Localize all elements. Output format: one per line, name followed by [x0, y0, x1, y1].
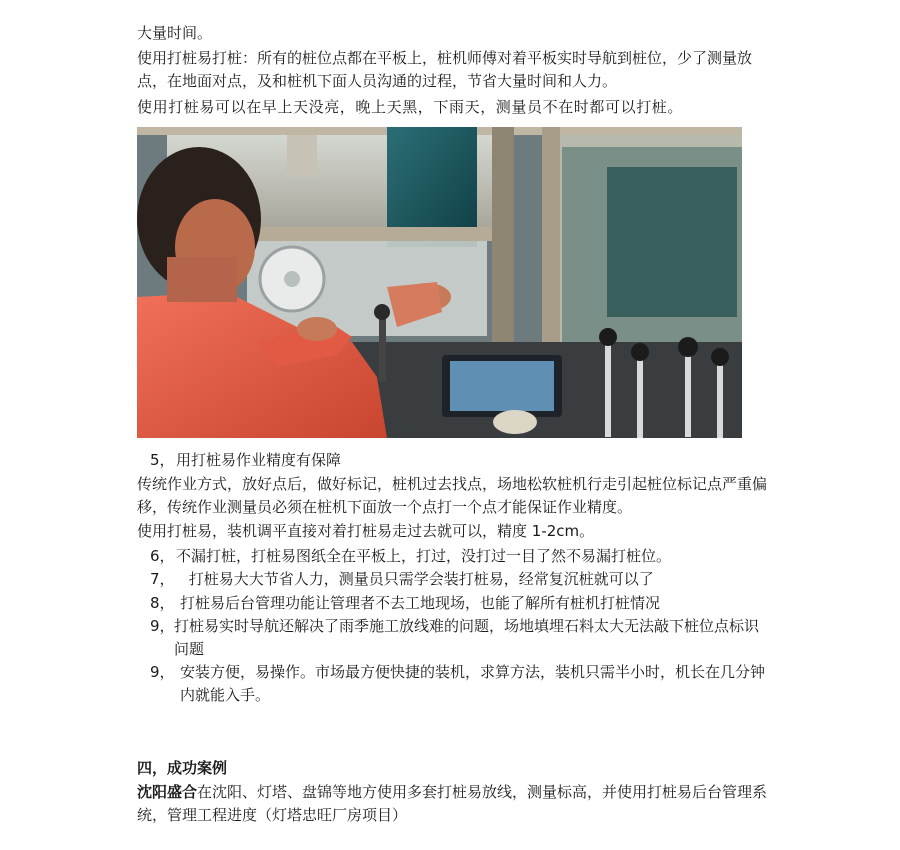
- list-item: [150, 615, 780, 661]
- list-item: [150, 592, 780, 615]
- case-text: 在沈阳、灯塔、盘锦等地方使用多套打桩易放线，测量标高，并使用打桩易后台管理系统，管理工程进度（灯塔忠旺厂房项目）: [137, 783, 768, 824]
- list-item-number: 9，: [150, 617, 175, 635]
- list-item: [150, 568, 780, 591]
- operator-cab-photo: [137, 127, 742, 438]
- section-5-number: 5，: [150, 451, 175, 469]
- paragraph-traditional-method: 传统作业方式，放好点后，做好标记，桩机过去找点，场地松软桩机行走引起桩位标记点严重偏移，传统作业测量员必须在桩机下面放一个点打一个点才能保证作业精度。: [137, 475, 768, 516]
- list-item-number: 7，: [150, 570, 175, 588]
- list-item-text: 打桩易大大节省人力，测量员只需学会装打桩易，经常复沉桩就可以了: [184, 570, 654, 588]
- list-item-text: 安装方便，易操作。市场最方便快捷的装机，求算方法，装机只需半小时，机长在几分钟内就能入手。: [180, 663, 766, 704]
- list-item-number: 8，: [150, 594, 175, 612]
- list-item-number: 9，: [150, 663, 175, 681]
- case-name: 沈阳盛合: [137, 783, 198, 801]
- list-item-number: 6，: [150, 547, 175, 565]
- list-item: [150, 545, 780, 568]
- photo-illustration: [137, 127, 742, 438]
- list-item-text: 打桩易实时导航还解决了雨季施工放线难的问题，场地填埋石料太大无法敲下桩位点标识问题: [174, 617, 760, 658]
- section-5-title: 用打桩易作业精度有保障: [176, 451, 342, 469]
- paragraph-usage-benefit: 使用打桩易打桩：所有的桩位点都在平板上，桩机师傅对着平板实时导航到桩位，少了测量放点，在地面对点，及和桩机下面人员沟通的过程，节省大量时间和人力。: [137, 49, 753, 90]
- section-5-heading: [150, 449, 780, 472]
- list-item-text: 打桩易后台管理功能让管理者不去工地现场，也能了解所有桩机打桩情况: [180, 594, 661, 612]
- text-continuation: 大量时间。: [137, 24, 213, 42]
- list-item: [150, 661, 780, 707]
- paragraph-success-case: [137, 781, 777, 827]
- paragraph-precision: 使用打桩易，装机调平直接对着打桩易走过去就可以，精度 1-2cm。: [137, 522, 595, 540]
- section-4-heading: 四，成功案例: [137, 759, 228, 777]
- list-item-text: 不漏打桩，打桩易图纸全在平板上，打过，没打过一目了然不易漏打桩位。: [176, 547, 672, 565]
- paragraph-any-time: 使用打桩易可以在早上天没亮，晚上天黑，下雨天，测量员不在时都可以打桩。: [137, 98, 684, 116]
